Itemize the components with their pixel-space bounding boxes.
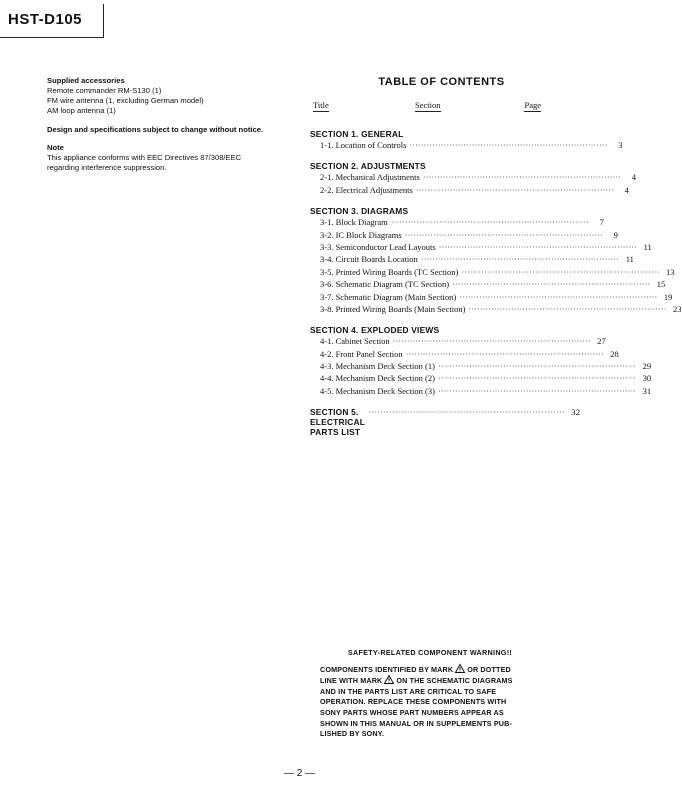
accessories-heading: Supplied accessories: [47, 76, 125, 85]
toc-section-5[interactable]: [310, 407, 581, 438]
leader-dots: ··································································: [367, 408, 566, 418]
leader-dots: ······································································: [437, 361, 637, 372]
page-number: 7: [599, 217, 604, 228]
entry-label: 2-1. Mechanical Adjustments: [320, 172, 420, 183]
entry-label: 4-5. Mechanism Deck Section (3): [320, 385, 435, 396]
leader-dots: ······································································: [415, 184, 614, 195]
section-entries: [310, 140, 623, 152]
page-number: 32: [571, 407, 581, 418]
page-number-footer: — 2 —: [283, 768, 316, 779]
toc-entry[interactable]: [310, 385, 652, 398]
page-number: 3: [618, 140, 623, 150]
entry-label: 4-1. Cabinet Section: [320, 336, 390, 347]
page-number: 27: [597, 336, 606, 347]
toc-entry[interactable]: [310, 279, 666, 291]
leader-dots: ······································································: [422, 172, 621, 183]
entry-label: 3-7. Schematic Diagram (Main Section): [320, 291, 457, 302]
page-number: 11: [643, 241, 652, 252]
warning-triangle-icon: [384, 675, 394, 684]
section-heading: SECTION 1. GENERAL: [310, 129, 404, 139]
toc-entry[interactable]: [310, 291, 673, 304]
safety-line: COMPONENTS IDENTIFIED BY MARK OR DOTTED: [320, 664, 511, 674]
warning-triangle-icon: [455, 664, 465, 673]
page-number: 19: [663, 291, 673, 302]
safety-line: SONY PARTS WHOSE PART NUMBERS APPEAR AS: [320, 707, 504, 717]
model-title: HST-D105: [8, 11, 83, 28]
leader-dots: ······································································: [409, 140, 608, 150]
page-number: 23: [673, 303, 682, 314]
section-entries: [310, 172, 636, 197]
accessory-item: AM loop antenna (1): [47, 106, 116, 115]
entry-label: 3-4. Circuit Boards Location: [320, 254, 418, 265]
toc-entry[interactable]: [310, 140, 623, 152]
design-note: Design and specifications subject to change without notice.: [47, 125, 264, 134]
column-section: Section: [415, 100, 441, 110]
page-number: 13: [665, 266, 675, 277]
leader-dots: ······································································: [452, 279, 651, 290]
column-page: Page: [524, 100, 541, 110]
toc-entry[interactable]: [310, 184, 629, 197]
toc-entry[interactable]: [310, 172, 636, 184]
safety-title: SAFETY-RELATED COMPONENT WARNING!!: [347, 648, 513, 657]
safety-line: LINE WITH MARK ON THE SCHEMATIC DIAGRAMS: [320, 676, 513, 686]
accessory-item: FM wire antenna (1, excluding German model): [47, 96, 204, 105]
entry-label: 3-8. Printed Wiring Boards (Main Section): [320, 303, 466, 314]
toc-entry[interactable]: [310, 229, 618, 242]
safety-line: OPERATION. REPLACE THESE COMPONENTS WITH: [320, 697, 507, 707]
model-header: [0, 0, 103, 38]
page-number: 29: [642, 361, 652, 372]
page-number: 9: [613, 229, 618, 240]
note-line: This appliance conforms with EEC Directives 87/308/EEC: [47, 153, 242, 162]
toc-column-headers: [310, 100, 545, 114]
model-rule-vertical: [103, 4, 104, 38]
note-heading: Note: [47, 143, 64, 152]
page-number: 4: [624, 184, 629, 195]
page-number: 28: [610, 348, 619, 359]
section-heading: SECTION 5. ELECTRICAL PARTS LIST: [310, 407, 365, 438]
toc-entry[interactable]: [310, 303, 682, 316]
column-title: Title: [313, 100, 329, 110]
entry-label: 4-3. Mechanism Deck Section (1): [320, 361, 435, 372]
leader-dots: ······································································: [405, 348, 604, 359]
page-number: 4: [631, 172, 636, 183]
section-entries: [310, 336, 652, 398]
leader-dots: ······································································: [459, 291, 658, 302]
leader-dots: ······································································: [437, 385, 637, 396]
leader-dots: ······································································: [390, 217, 589, 228]
entry-label: 3-3. Semiconductor Lead Layouts: [320, 241, 436, 252]
leader-dots: ······································································: [461, 266, 660, 277]
left-column: [47, 76, 292, 173]
leader-dots: ······································································: [438, 241, 637, 252]
entry-label: 1-1. Location of Controls: [320, 140, 407, 150]
note-line: regarding interference suppression.: [47, 163, 167, 172]
leader-dots: ······································································: [437, 373, 637, 384]
section-entries: [310, 217, 682, 316]
entry-label: 3-1. Block Diagram: [320, 217, 388, 228]
toc-entry[interactable]: [310, 266, 675, 279]
leader-dots: ······································································: [392, 336, 591, 347]
toc-entry[interactable]: [310, 217, 604, 229]
safety-warning: [320, 648, 540, 740]
toc-sections: [310, 129, 682, 398]
page-number: 15: [656, 279, 666, 290]
leader-dots: ······································································: [468, 303, 667, 314]
toc-entry[interactable]: [310, 361, 652, 373]
toc-entry[interactable]: [310, 348, 619, 361]
toc-entry[interactable]: [310, 336, 606, 348]
leader-dots: ······································································: [420, 254, 619, 265]
section-heading: SECTION 3. DIAGRAMS: [310, 206, 409, 217]
safety-line: SHOWN IN THIS MANUAL OR IN SUPPLEMENTS PUB-: [320, 718, 512, 728]
entry-label: 4-2. Front Panel Section: [320, 348, 403, 359]
toc-entry[interactable]: [310, 254, 634, 266]
table-of-contents: [310, 76, 682, 438]
section-heading: SECTION 4. EXPLODED VIEWS: [310, 325, 440, 336]
model-rule-horizontal: [0, 37, 103, 38]
leader-dots: ······································································: [404, 229, 603, 240]
entry-label: 3-6. Schematic Diagram (TC Section): [320, 279, 450, 290]
safety-line: LISHED BY SONY.: [320, 729, 385, 739]
entry-label: 3-2. IC Block Diagrams: [320, 229, 402, 240]
toc-entry[interactable]: [310, 241, 652, 254]
page-number: 11: [625, 254, 634, 265]
entry-label: 2-2. Electrical Adjustments: [320, 184, 413, 195]
entry-label: 4-4. Mechanism Deck Section (2): [320, 373, 435, 384]
safety-line: AND IN THE PARTS LIST ARE CRITICAL TO SAFE: [320, 686, 497, 696]
toc-entry[interactable]: [310, 373, 652, 385]
page-number: 30: [642, 373, 652, 384]
page-number: 31: [642, 385, 652, 396]
entry-label: 3-5. Printed Wiring Boards (TC Section): [320, 266, 459, 277]
accessory-item: Remote commander RM-S130 (1): [47, 86, 162, 95]
toc-title: TABLE OF CONTENTS: [378, 76, 505, 88]
section-heading: SECTION 2. ADJUSTMENTS: [310, 161, 426, 172]
